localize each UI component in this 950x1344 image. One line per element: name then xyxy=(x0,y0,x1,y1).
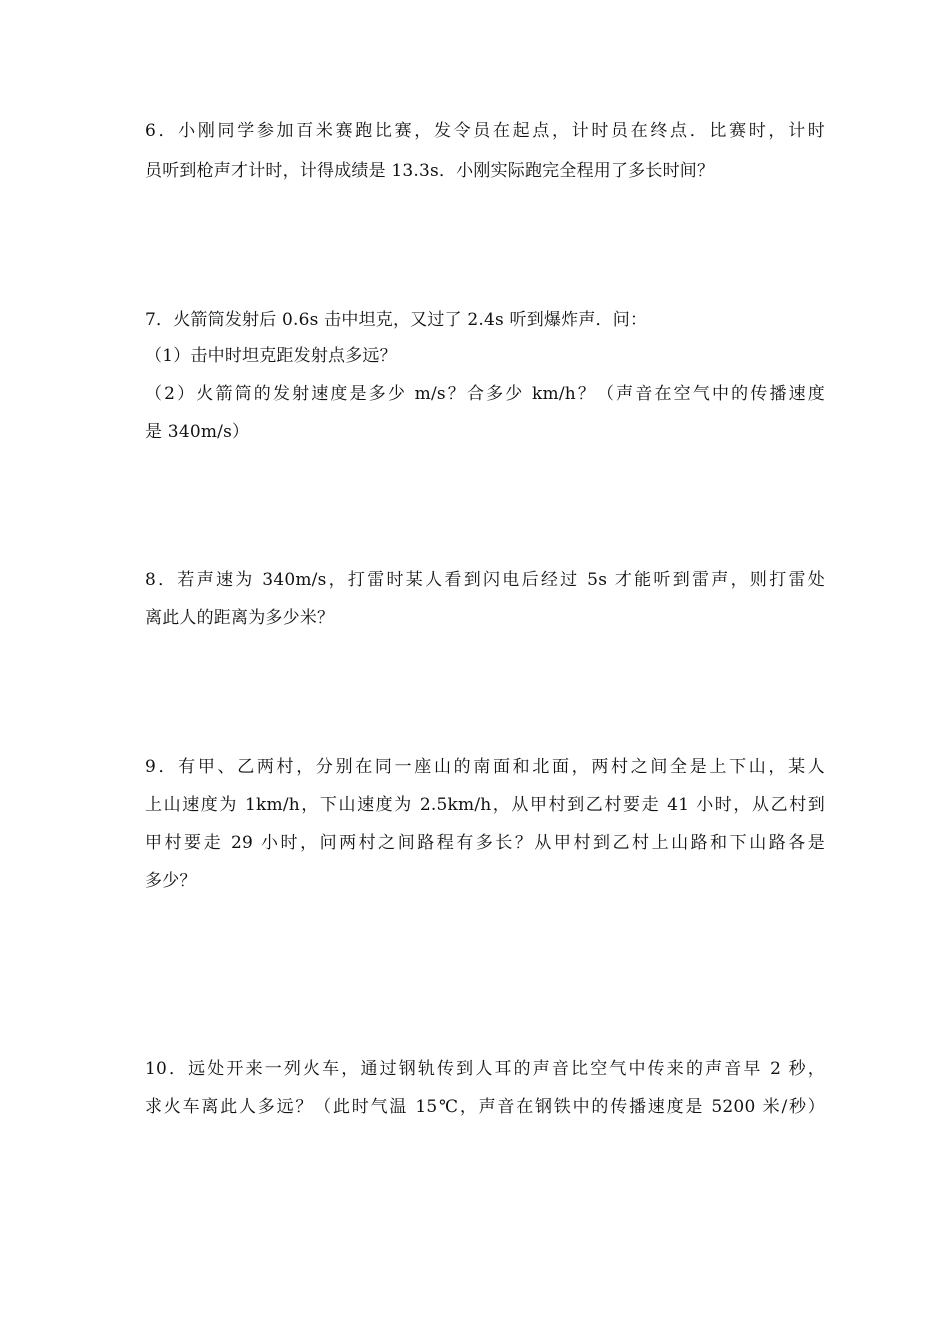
question-6-line-2: 员听到枪声才计时，计得成绩是 13.3s．小刚实际跑完全程用了多长时间？ xyxy=(145,161,715,181)
question-7-line-1: 7．火箭筒发射后 0.6s 击中坦克，又过了 2.4s 听到爆炸声．问： xyxy=(145,310,648,330)
question-8-line-1: 8．若声速为 340m/s，打雷时某人看到闪电后经过 5s 才能听到雷声，则打雷处 xyxy=(145,570,825,590)
question-9-line-2: 上山速度为 1km/h，下山速度为 2.5km/h，从甲村到乙村要走 41 小时，从乙村到 xyxy=(145,795,825,815)
question-10-line-2: 求火车离此人多远？（此时气温 15℃，声音在钢铁中的传播速度是 5200 米/秒） xyxy=(145,1097,825,1117)
question-9-line-1: 9．有甲、乙两村，分别在同一座山的南面和北面，两村之间全是上下山，某人 xyxy=(145,757,825,777)
question-9-line-4: 多少？ xyxy=(145,871,197,891)
question-10-line-1: 10．远处开来一列火车，通过钢轨传到人耳的声音比空气中传来的声音早 2 秒， xyxy=(145,1059,825,1079)
question-7-part-2-line-2: 是 340m/s） xyxy=(145,422,250,442)
question-6-line-1: 6．小刚同学参加百米赛跑比赛，发令员在起点，计时员在终点．比赛时，计时 xyxy=(145,121,825,141)
question-7-part-1: （1）击中时坦克距发射点多远？ xyxy=(145,346,397,366)
question-8-line-2: 离此人的距离为多少米？ xyxy=(145,608,335,628)
question-9-line-3: 甲村要走 29 小时，问两村之间路程有多长？从甲村到乙村上山路和下山路各是 xyxy=(145,833,825,853)
question-7-part-2-line-1: （2）火箭筒的发射速度是多少 m/s？合多少 km/h？（声音在空气中的传播速度 xyxy=(145,384,825,404)
